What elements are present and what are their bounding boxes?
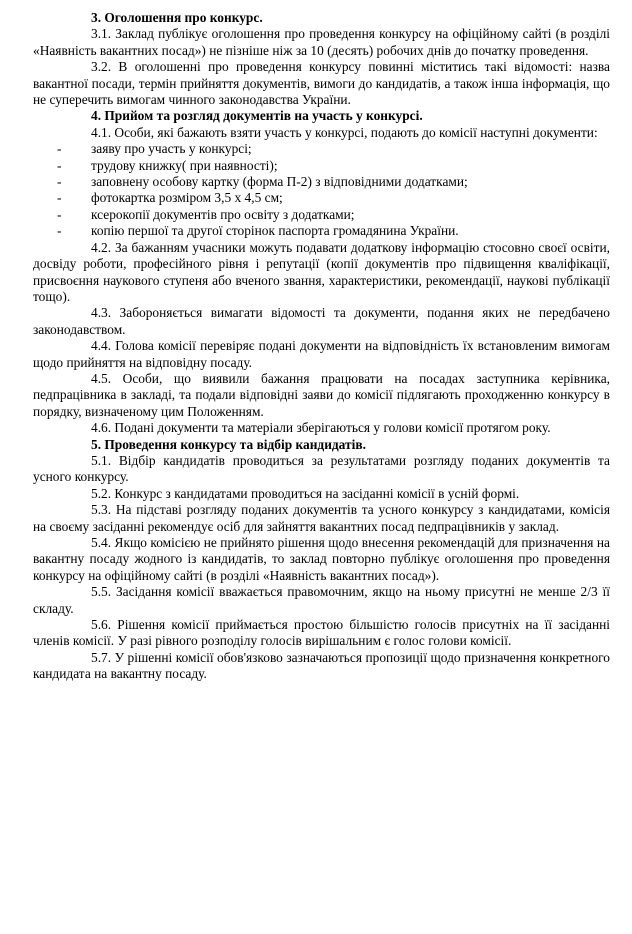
list-item: [33, 141, 610, 157]
required-documents-list: [33, 141, 610, 239]
paragraph-5-6: 5.6. Рішення комісії приймається простою більшістю голосів присутніх на її засіданні членів комісії. У разі рівного розподілу голосів вирішальним є голос голови комісії.: [33, 617, 610, 649]
paragraph-4-3: 4.3. Забороняється вимагати відомості та документи, подання яких не передбачено законодавством.: [33, 305, 610, 337]
list-dash: -: [57, 174, 62, 190]
paragraph-4-1: 4.1. Особи, які бажають взяти участь у конкурсі, подають до комісії наступні документи:: [91, 124, 598, 140]
list-item-text: заповнену особову картку (форма П-2) з відповідними додатками;: [91, 174, 468, 190]
list-item: [33, 174, 610, 190]
list-dash: -: [57, 141, 62, 157]
list-dash: -: [57, 157, 62, 173]
paragraph-5-3: 5.3. На підставі розгляду поданих документів та усного конкурсу з кандидатами, комісія на своєму засіданні рекомендує осіб для зайняття вакантних посад педпрацівників у заклад.: [33, 502, 610, 534]
paragraph-3-2: 3.2. В оголошенні про проведення конкурсу повинні міститись такі відомості: назва вакантної посади, термін прийняття документів, вимоги до кандидатів, а також інша інформація, що не суперечить вимогам чинного законодавства України.: [33, 59, 610, 108]
list-item-text: заяву про участь у конкурсі;: [91, 141, 252, 157]
list-dash: -: [57, 190, 62, 206]
list-item: [33, 190, 610, 206]
list-item-text: фотокартка розміром 3,5 х 4,5 см;: [91, 190, 283, 206]
paragraph-5-4: 5.4. Якщо комісією не прийнято рішення щодо внесення рекомендацій для призначення на вакантну посаду жодного із кандидатів, то заклад повторно публікує оголошення про проведення конкурсу на офіційному сайті (в розділі «Наявність вакантних посад»).: [33, 535, 610, 583]
list-item: [33, 158, 610, 174]
paragraph-5-5: 5.5. Засідання комісії вважається правомочним, якщо на ньому присутні не менше 2/3 її складу.: [33, 584, 610, 616]
paragraph-4-4: 4.4. Голова комісії перевіряє подані документи на відповідність їх встановленим вимогам щодо прийняття на відповідну посаду.: [33, 338, 610, 370]
section-4-heading: 4. Прийом та розгляд документів на участь у конкурсі.: [91, 108, 423, 124]
list-item-text: копію першої та другої сторінок паспорта громадянина України.: [91, 223, 459, 239]
paragraph-4-2: 4.2. За бажанням учасники можуть подавати додаткову інформацію стосовно своєї освіти, досвіду роботи, професійного рівня і репутації (копії документів про підвищення кваліфікації, присвоєння наукового ступеня або вченого звання, характеристики, рекомендації, наукові публікації тощо).: [33, 239, 610, 304]
paragraph-4-5: 4.5. Особи, що виявили бажання працювати на посадах заступника керівника, педпрацівника в закладі, та подали відповідні заяви до комісії підлягають проходженню конкурсу в порядку, визначеному цим Положенням.: [33, 370, 610, 419]
paragraph-5-7: 5.7. У рішенні комісії обов'язково зазначаються пропозиції щодо призначення конкретного кандидата на вакантну посаду.: [33, 649, 610, 682]
list-dash: -: [57, 206, 62, 222]
list-dash: -: [57, 223, 62, 239]
section-5-heading: 5. Проведення конкурсу та відбір кандидатів.: [91, 436, 366, 452]
paragraph-5-2: 5.2. Конкурс з кандидатами проводиться на засіданні комісії в усній формі.: [91, 485, 520, 501]
list-item: [33, 207, 610, 223]
paragraph-5-1: 5.1. Відбір кандидатів проводиться за результатами розгляду поданих документів та усного конкурсу.: [33, 452, 610, 485]
paragraph-4-6: 4.6. Подані документи та матеріали зберігаються у голови комісії протягом року.: [91, 420, 551, 436]
list-item: [33, 223, 610, 239]
paragraph-3-1: 3.1. Заклад публікує оголошення про проведення конкурсу на офіційному сайті (в розділі «Наявність вакантних посад») не пізніше ніж за 10 (десять) робочих днів до початку проведення.: [33, 26, 610, 58]
section-3-heading: 3. Оголошення про конкурс.: [91, 10, 263, 25]
list-item-text: ксерокопії документів про освіту з додатками;: [91, 206, 355, 222]
list-item-text: трудову книжку( при наявності);: [91, 157, 278, 173]
